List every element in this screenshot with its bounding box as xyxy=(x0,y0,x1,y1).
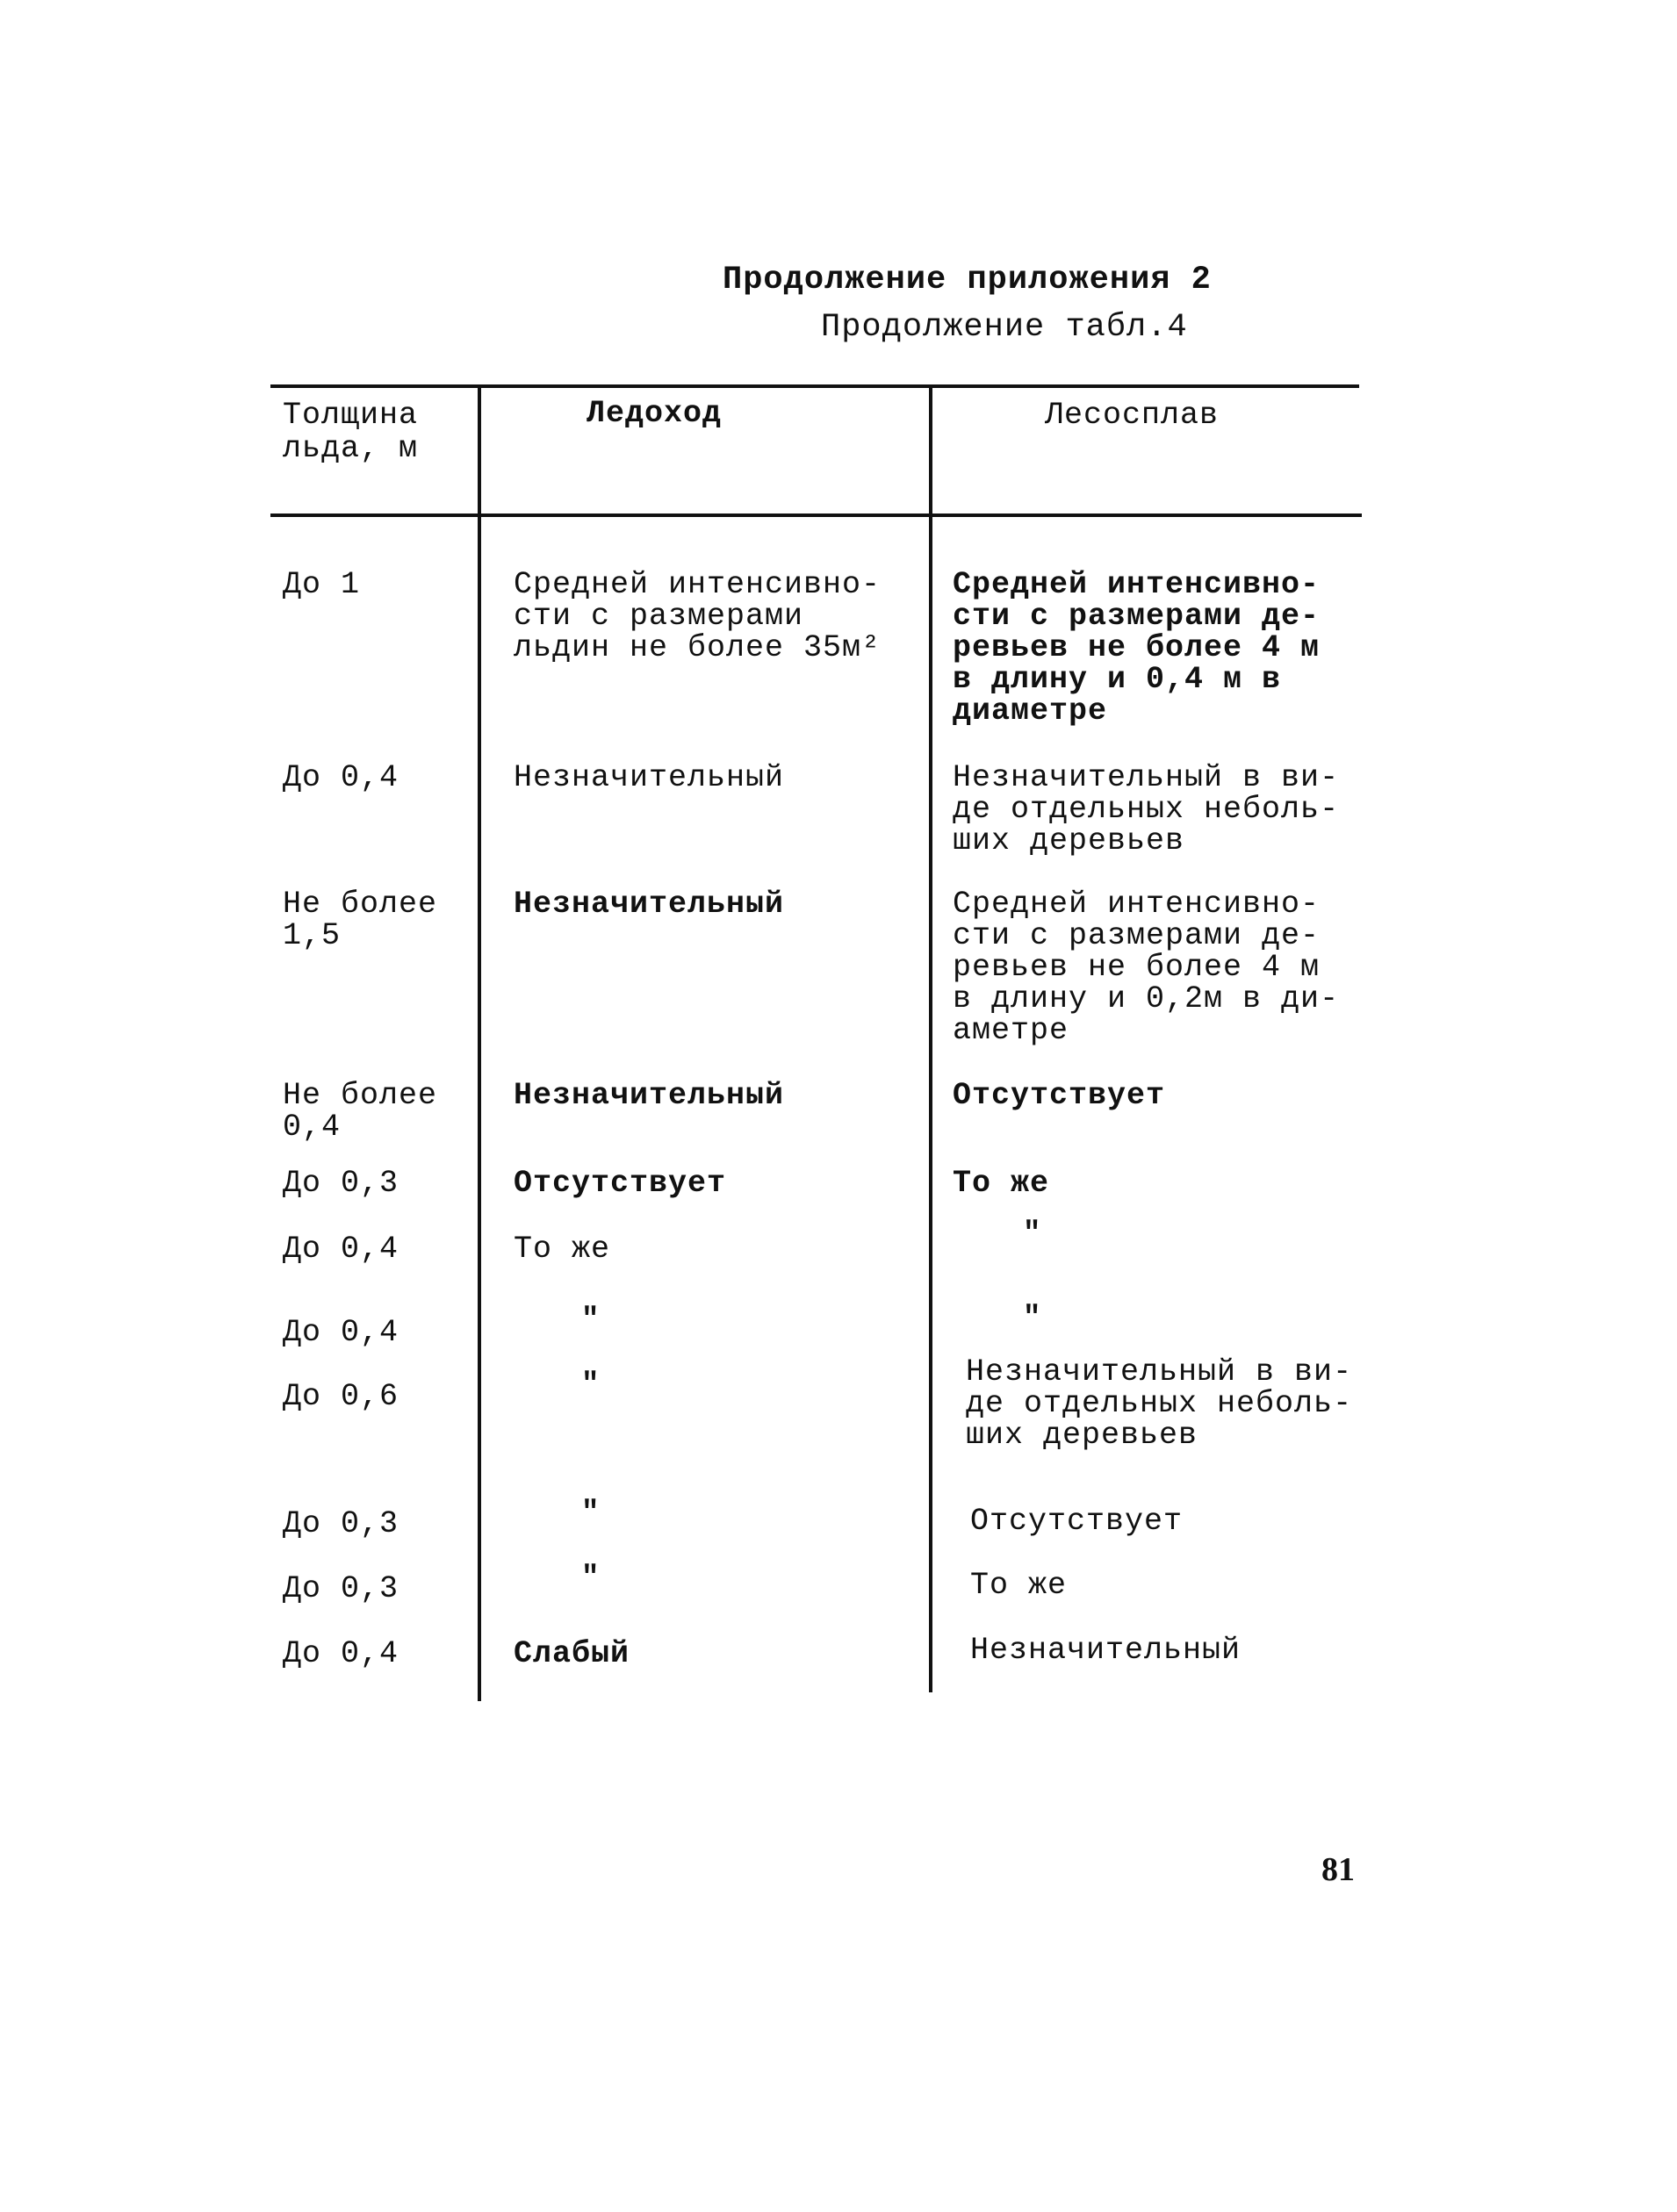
column-divider-2 xyxy=(929,384,932,1692)
row-5-thickness: До 0,3 xyxy=(283,1166,399,1201)
row-10-ice-drift-ditto: " xyxy=(581,1562,601,1595)
row-6-thickness: До 0,4 xyxy=(283,1232,399,1267)
row-2-ice-drift: Незначительный xyxy=(514,760,785,795)
row-2-timber-rafting: Незначительный в ви- де отдельных неболь- ших деревьев xyxy=(953,760,1340,858)
row-11-timber-rafting: Незначительный xyxy=(970,1633,1242,1668)
row-7-ice-drift-ditto: " xyxy=(581,1304,601,1337)
row-10-thickness: До 0,3 xyxy=(283,1571,399,1606)
row-9-thickness: До 0,3 xyxy=(283,1506,399,1541)
row-5-ice-drift: Отсутствует xyxy=(514,1166,727,1201)
header-timber-rafting: Лесосплав xyxy=(1045,398,1220,433)
row-8-timber-rafting: Незначительный в ви- де отдельных неболь- ших деревьев xyxy=(966,1354,1353,1453)
row-3-thickness: Не более 1,5 xyxy=(283,887,438,953)
row-3-ice-drift: Незначительный xyxy=(514,887,785,922)
row-3-timber-rafting: Средней интенсивно- сти с размерами де- ревьев не более 4 м в длину и 0,2м в ди- аметре xyxy=(953,887,1340,1048)
row-8-ice-drift-ditto: " xyxy=(581,1368,601,1402)
header-ice-thickness: Толщина льда, м xyxy=(283,398,419,466)
row-4-thickness: Не более 0,4 xyxy=(283,1078,438,1145)
row-1-ice-drift: Средней интенсивно- сти с размерами льдин не более 35м² xyxy=(514,567,882,665)
row-6-ice-drift: То же xyxy=(514,1232,611,1267)
row-2-thickness: До 0,4 xyxy=(283,760,399,795)
row-9-timber-rafting: Отсутствует xyxy=(970,1504,1184,1539)
row-4-timber-rafting: Отсутствует xyxy=(953,1078,1166,1113)
row-10-timber-rafting: То же xyxy=(970,1568,1068,1603)
row-8-thickness: До 0,6 xyxy=(283,1379,399,1414)
table-header-rule xyxy=(270,514,1362,517)
row-7-thickness: До 0,4 xyxy=(283,1315,399,1350)
column-divider-1 xyxy=(478,384,481,1701)
table-continuation-heading: Продолжение табл.4 xyxy=(821,309,1188,346)
row-7-timber-rafting-ditto: " xyxy=(1023,1302,1042,1335)
page-number: 81 xyxy=(1321,1851,1355,1888)
appendix-continuation-heading: Продолжение приложения 2 xyxy=(723,262,1212,298)
row-6-timber-rafting-ditto: " xyxy=(1023,1217,1042,1251)
row-9-ice-drift-ditto: " xyxy=(581,1497,601,1530)
row-1-thickness: До 1 xyxy=(283,567,361,602)
row-1-timber-rafting: Средней интенсивно- сти с размерами де- ревьев не более 4 м в длину и 0,4 м в диаметре xyxy=(953,567,1321,729)
row-5-timber-rafting: То же xyxy=(953,1166,1050,1201)
header-ice-drift: Ледоход xyxy=(587,396,723,431)
row-4-ice-drift: Незначительный xyxy=(514,1078,785,1113)
row-11-ice-drift: Слабый xyxy=(514,1636,630,1671)
table-top-rule xyxy=(270,384,1359,388)
row-11-thickness: До 0,4 xyxy=(283,1636,399,1671)
